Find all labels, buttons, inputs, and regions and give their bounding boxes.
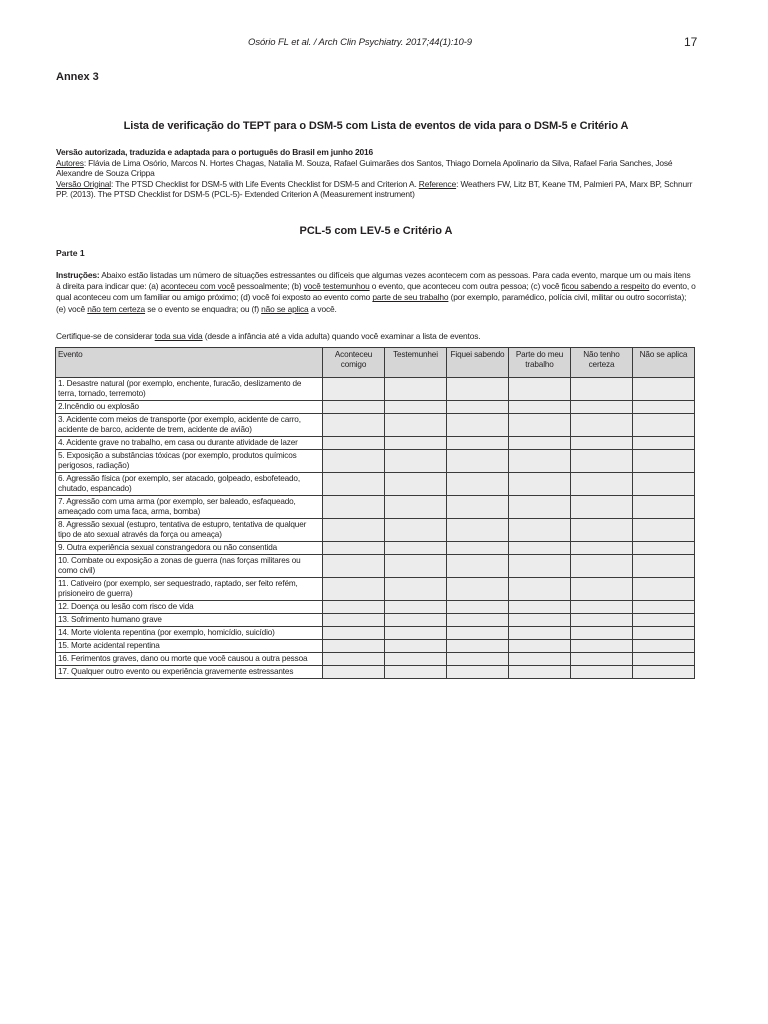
checkbox-not-sure[interactable] — [571, 401, 633, 414]
checkbox-learned-about[interactable] — [447, 519, 509, 542]
table-row — [56, 473, 695, 496]
checkbox-not-applicable[interactable] — [633, 378, 695, 401]
table-row — [56, 437, 695, 450]
checkbox-not-applicable[interactable] — [633, 542, 695, 555]
event-description: 15. Morte acidental repentina — [56, 640, 323, 653]
event-description: 4. Acidente grave no trabalho, em casa ou durante atividade de lazer — [56, 437, 323, 450]
instructions-text: o evento, que aconteceu com outra pessoa; (c) você — [369, 281, 562, 292]
checkbox-happened-to-me[interactable] — [323, 640, 385, 653]
checkbox-not-applicable[interactable] — [633, 627, 695, 640]
checkbox-part-of-job[interactable] — [509, 653, 571, 666]
event-description: 16. Ferimentos graves, dano ou morte que você causou a outra pessoa — [56, 653, 323, 666]
certify-text: (desde a infância até a vida adulta) quando você examinar a lista de eventos. — [202, 331, 481, 341]
table-row — [56, 614, 695, 627]
header-part-of-job: Parte do meu trabalho — [509, 348, 571, 378]
instructions-text: a você. — [308, 303, 337, 314]
checkbox-part-of-job[interactable] — [509, 450, 571, 473]
header-event: Evento — [56, 348, 323, 378]
checkbox-witnessed[interactable] — [385, 437, 447, 450]
checkbox-not-applicable[interactable] — [633, 666, 695, 679]
instructions-option-e: não tem certeza — [87, 303, 146, 314]
checkbox-part-of-job[interactable] — [509, 614, 571, 627]
checkbox-learned-about[interactable] — [447, 653, 509, 666]
table-row — [56, 401, 695, 414]
checkbox-happened-to-me[interactable] — [323, 542, 385, 555]
checkbox-happened-to-me[interactable] — [323, 627, 385, 640]
checkbox-learned-about[interactable] — [447, 414, 509, 437]
checkbox-witnessed[interactable] — [385, 666, 447, 679]
checkbox-witnessed[interactable] — [385, 627, 447, 640]
table-row — [56, 578, 695, 601]
header-learned-about: Fiquei sabendo — [447, 348, 509, 378]
checkbox-happened-to-me[interactable] — [323, 666, 385, 679]
checkbox-learned-about[interactable] — [447, 601, 509, 614]
event-description: 7. Agressão com uma arma (por exemplo, ser baleado, esfaqueado, ameaçado com uma faca, arma, bomba) — [56, 496, 323, 519]
checkbox-witnessed[interactable] — [385, 653, 447, 666]
checkbox-happened-to-me[interactable] — [323, 555, 385, 578]
checkbox-not-sure[interactable] — [571, 378, 633, 401]
checkbox-not-sure[interactable] — [571, 519, 633, 542]
checkbox-not-sure[interactable] — [571, 542, 633, 555]
checkbox-learned-about[interactable] — [447, 542, 509, 555]
checkbox-part-of-job[interactable] — [509, 555, 571, 578]
header-witnessed: Testemunhei — [385, 348, 447, 378]
checkbox-not-sure[interactable] — [571, 437, 633, 450]
checkbox-part-of-job[interactable] — [509, 666, 571, 679]
table-header-row — [56, 348, 695, 378]
checkbox-witnessed[interactable] — [385, 614, 447, 627]
checkbox-not-applicable[interactable] — [633, 614, 695, 627]
instructions-option-b: você testemunhou — [303, 281, 370, 292]
event-description: 5. Exposição a substâncias tóxicas (por exemplo, produtos químicos perigosos, radiação) — [56, 450, 323, 473]
checkbox-not-applicable[interactable] — [633, 555, 695, 578]
checkbox-not-sure[interactable] — [571, 614, 633, 627]
checkbox-part-of-job[interactable] — [509, 640, 571, 653]
event-description: 1. Desastre natural (por exemplo, enchente, furacão, deslizamento de terra, tornado, terremoto) — [56, 378, 323, 401]
checkbox-witnessed[interactable] — [385, 640, 447, 653]
checkbox-not-applicable[interactable] — [633, 473, 695, 496]
table-row — [56, 378, 695, 401]
table-row — [56, 640, 695, 653]
checkbox-part-of-job[interactable] — [509, 401, 571, 414]
event-description: 14. Morte violenta repentina (por exemplo, homicídio, suicídio) — [56, 627, 323, 640]
checkbox-part-of-job[interactable] — [509, 378, 571, 401]
checkbox-not-sure[interactable] — [571, 414, 633, 437]
authors-line — [56, 158, 696, 179]
instructions-label: Instruções: — [56, 270, 100, 280]
checkbox-not-sure[interactable] — [571, 640, 633, 653]
checkbox-happened-to-me[interactable] — [323, 401, 385, 414]
instructions-option-c: ficou sabendo a respeito — [561, 281, 650, 292]
running-header-citation: Osório FL et al. / Arch Clin Psychiatry. 2017;44(1):10-9 — [248, 37, 472, 48]
checkbox-witnessed[interactable] — [385, 496, 447, 519]
table-row — [56, 555, 695, 578]
checkbox-part-of-job[interactable] — [509, 437, 571, 450]
reference-text: : Weathers FW, Litz BT, Keane TM, Palmieri PA, Marx BP, Schnurr PP. (2013). The PTSD Checklist for DSM-5 (PCL-5)- Extended Criterion A (Measurement instrument) — [56, 178, 693, 199]
instructions-text: se o evento se enquadra; ou (f) — [145, 303, 262, 314]
checkbox-not-sure[interactable] — [571, 627, 633, 640]
checkbox-witnessed[interactable] — [385, 378, 447, 401]
document-title: Lista de verificação do TEPT para o DSM-5 com Lista de eventos de vida para o DSM-5 e Critério A — [123, 120, 629, 132]
checkbox-not-sure[interactable] — [571, 450, 633, 473]
header-happened-to-me: Aconteceu comigo — [323, 348, 385, 378]
part-label: Parte 1 — [56, 248, 85, 258]
checkbox-learned-about[interactable] — [447, 437, 509, 450]
instructions-text: pessoalmente; (b) — [234, 281, 304, 292]
checkbox-not-applicable[interactable] — [633, 414, 695, 437]
authors-label: Autores — [56, 157, 84, 168]
table-row — [56, 627, 695, 640]
checkbox-learned-about[interactable] — [447, 496, 509, 519]
checkbox-happened-to-me[interactable] — [323, 614, 385, 627]
checkbox-witnessed[interactable] — [385, 542, 447, 555]
checkbox-not-applicable[interactable] — [633, 437, 695, 450]
table-row — [56, 519, 695, 542]
instructions-option-d: parte de seu trabalho — [372, 292, 449, 303]
checkbox-not-applicable[interactable] — [633, 519, 695, 542]
checkbox-not-sure[interactable] — [571, 601, 633, 614]
event-description: 11. Cativeiro (por exemplo, ser sequestrado, raptado, ser feito refém, prisioneiro de guerra) — [56, 578, 323, 601]
checkbox-witnessed[interactable] — [385, 578, 447, 601]
checkbox-not-applicable[interactable] — [633, 496, 695, 519]
checkbox-learned-about[interactable] — [447, 378, 509, 401]
checkbox-witnessed[interactable] — [385, 414, 447, 437]
checkbox-part-of-job[interactable] — [509, 578, 571, 601]
table-row — [56, 496, 695, 519]
checkbox-not-sure[interactable] — [571, 666, 633, 679]
checkbox-happened-to-me[interactable] — [323, 496, 385, 519]
checkbox-part-of-job[interactable] — [509, 627, 571, 640]
table-row — [56, 450, 695, 473]
checkbox-part-of-job[interactable] — [509, 519, 571, 542]
event-description: 8. Agressão sexual (estupro, tentativa de estupro, tentativa de qualquer tipo de ato sexual através da força ou ameaça) — [56, 519, 323, 542]
checkbox-part-of-job[interactable] — [509, 496, 571, 519]
certify-text: Certifique-se de considerar — [56, 331, 155, 341]
checkbox-witnessed[interactable] — [385, 555, 447, 578]
checkbox-not-applicable[interactable] — [633, 653, 695, 666]
section-subtitle: PCL-5 com LEV-5 e Critério A — [299, 225, 453, 237]
checkbox-happened-to-me[interactable] — [323, 519, 385, 542]
event-description: 13. Sofrimento humano grave — [56, 614, 323, 627]
event-description: 2.Incêndio ou explosão — [56, 401, 323, 414]
certify-emphasis: toda sua vida — [154, 331, 203, 341]
certify-note — [56, 331, 696, 341]
checkbox-learned-about[interactable] — [447, 578, 509, 601]
checkbox-happened-to-me[interactable] — [323, 378, 385, 401]
checkbox-part-of-job[interactable] — [509, 473, 571, 496]
table-row — [56, 666, 695, 679]
version-metadata — [56, 147, 696, 200]
checkbox-learned-about[interactable] — [447, 555, 509, 578]
event-description: 10. Combate ou exposição a zonas de guerra (nas forças militares ou como civil) — [56, 555, 323, 578]
checkbox-learned-about[interactable] — [447, 614, 509, 627]
version-note: Versão autorizada, traduzida e adaptada para o português do Brasil em junho 2016 — [56, 147, 374, 157]
checkbox-witnessed[interactable] — [385, 519, 447, 542]
event-description: 17. Qualquer outro evento ou experiência gravemente estressantes — [56, 666, 323, 679]
checkbox-witnessed[interactable] — [385, 601, 447, 614]
annex-label: Annex 3 — [56, 71, 99, 83]
checkbox-learned-about[interactable] — [447, 627, 509, 640]
checkbox-happened-to-me[interactable] — [323, 653, 385, 666]
checkbox-not-sure[interactable] — [571, 473, 633, 496]
instructions-option-a: aconteceu com você — [160, 281, 235, 292]
checkbox-not-sure[interactable] — [571, 555, 633, 578]
checkbox-not-sure[interactable] — [571, 578, 633, 601]
checkbox-part-of-job[interactable] — [509, 414, 571, 437]
header-not-sure: Não tenho certeza — [571, 348, 633, 378]
original-text: : The PTSD Checklist for DSM-5 with Life Events Checklist for DSM-5 and Criterion A. — [111, 178, 419, 189]
table-row — [56, 542, 695, 555]
checkbox-happened-to-me[interactable] — [323, 578, 385, 601]
event-description: 3. Acidente com meios de transporte (por exemplo, acidente de carro, acidente de barco, acidente de trem, acidente de avião) — [56, 414, 323, 437]
checkbox-happened-to-me[interactable] — [323, 450, 385, 473]
checkbox-part-of-job[interactable] — [509, 601, 571, 614]
checkbox-happened-to-me[interactable] — [323, 437, 385, 450]
checkbox-not-applicable[interactable] — [633, 640, 695, 653]
table-row — [56, 653, 695, 666]
event-description: 9. Outra experiência sexual constrangedora ou não consentida — [56, 542, 323, 555]
reference-label: Reference — [418, 178, 457, 189]
original-label: Versão Original — [56, 178, 112, 189]
checkbox-witnessed[interactable] — [385, 473, 447, 496]
checkbox-learned-about[interactable] — [447, 401, 509, 414]
checkbox-happened-to-me[interactable] — [323, 414, 385, 437]
instructions-text: (por exemplo, paramédico, polícia civil, militar ou outro socorrista); (e) você — [56, 292, 687, 314]
checkbox-not-sure[interactable] — [571, 653, 633, 666]
checkbox-not-applicable[interactable] — [633, 450, 695, 473]
instructions-text: do evento, o qual aconteceu com um familiar ou amigo próximo; (d) você foi exposto ao evento como — [56, 281, 696, 303]
checkbox-not-applicable[interactable] — [633, 601, 695, 614]
instructions-paragraph — [56, 270, 696, 315]
header-not-applicable: Não se aplica — [633, 348, 695, 378]
authors-text: : Flávia de Lima Osório, Marcos N. Hortes Chagas, Natalia M. Souza, Rafael Guimarães dos Santos, Thiago Dornela Apolinario da Silva, Rafael Faria Sanches, José Alexandre de Souza Crippa — [56, 157, 673, 178]
checkbox-not-applicable[interactable] — [633, 578, 695, 601]
table-row — [56, 414, 695, 437]
page-number: 17 — [684, 35, 698, 49]
checkbox-part-of-job[interactable] — [509, 542, 571, 555]
checkbox-learned-about[interactable] — [447, 640, 509, 653]
checkbox-not-applicable[interactable] — [633, 401, 695, 414]
checkbox-happened-to-me[interactable] — [323, 473, 385, 496]
event-description: 12. Doença ou lesão com risco de vida — [56, 601, 323, 614]
instructions-text: Abaixo estão listadas um número de situações estressantes ou difíceis que algumas vezes acontecem com as pessoas. Para cada evento, marque um ou mais itens à direita para indicar que: (a) — [56, 270, 691, 292]
checkbox-happened-to-me[interactable] — [323, 601, 385, 614]
table-row — [56, 601, 695, 614]
checkbox-learned-about[interactable] — [447, 450, 509, 473]
event-description: 6. Agressão física (por exemplo, ser atacado, golpeado, esbofeteado, chutado, espancado) — [56, 473, 323, 496]
checkbox-not-sure[interactable] — [571, 496, 633, 519]
life-events-table — [55, 347, 695, 679]
checkbox-witnessed[interactable] — [385, 450, 447, 473]
instructions-option-f: não se aplica — [261, 303, 309, 314]
checkbox-learned-about[interactable] — [447, 473, 509, 496]
checkbox-learned-about[interactable] — [447, 666, 509, 679]
checkbox-witnessed[interactable] — [385, 401, 447, 414]
original-version-line — [56, 179, 696, 200]
